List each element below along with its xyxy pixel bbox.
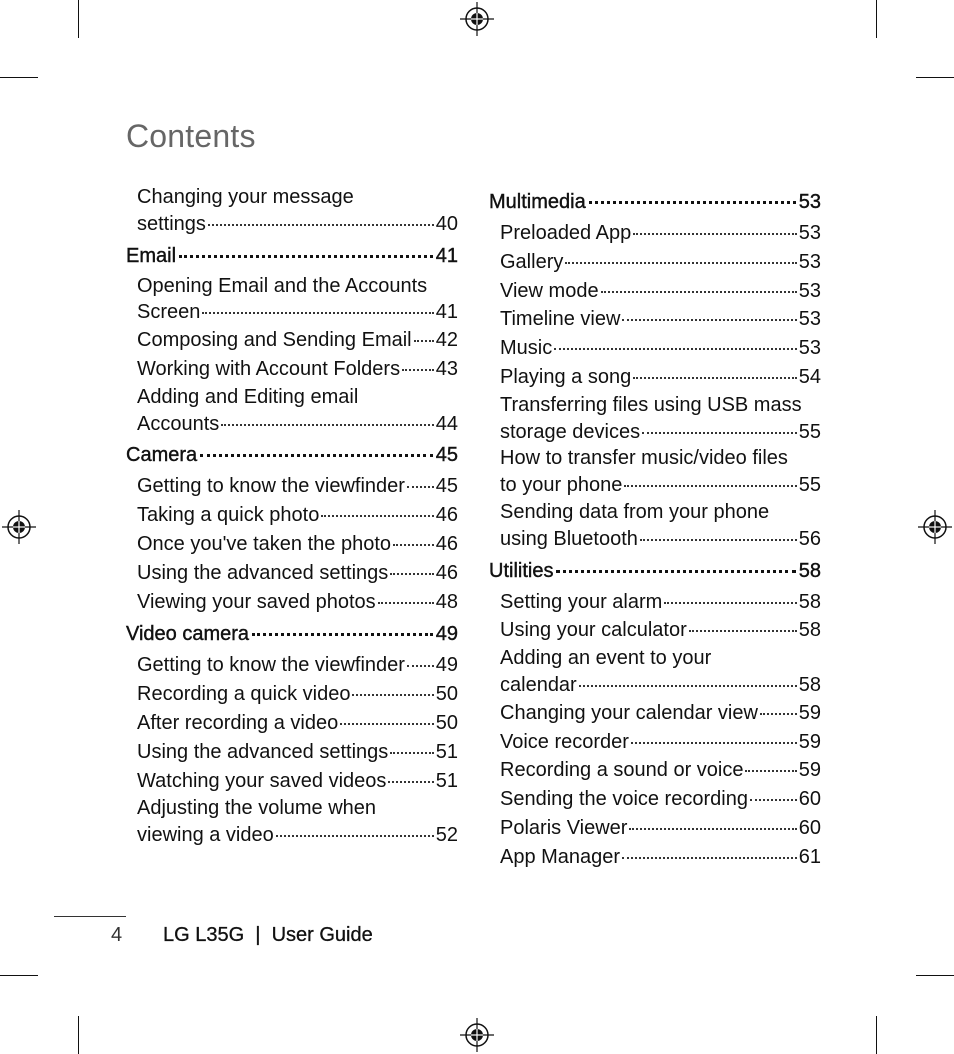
page-ref: 58	[798, 619, 821, 642]
entry-title: Working with Account Folders	[137, 357, 401, 380]
entry-title-line2: to your phone	[500, 474, 623, 497]
toc-entry[interactable]	[489, 499, 821, 553]
page-ref: 53	[798, 337, 821, 360]
toc-entry[interactable]	[489, 699, 821, 728]
page-ref: 54	[798, 365, 821, 388]
dot-leader	[642, 432, 797, 434]
page-ref: 40	[435, 212, 458, 235]
footer-rule	[54, 916, 126, 917]
section-title: Multimedia	[489, 191, 586, 213]
dot-leader	[221, 424, 433, 426]
toc-entry[interactable]	[489, 785, 821, 814]
dot-leader	[200, 454, 433, 457]
toc-entry[interactable]	[126, 651, 458, 680]
toc-entry[interactable]	[126, 709, 458, 738]
entry-title: Watching your saved videos	[137, 769, 387, 792]
toc-entry[interactable]	[489, 843, 821, 872]
entry-title: Sending the voice recording	[500, 788, 748, 811]
page-ref: 59	[798, 759, 821, 782]
dot-leader	[633, 233, 797, 235]
entry-title: Getting to know the viewfinder	[137, 654, 405, 677]
dot-leader	[340, 723, 434, 725]
page-ref: 44	[435, 412, 458, 435]
page-ref: 58	[798, 590, 821, 613]
page-ref: 59	[798, 701, 821, 724]
entry-title-line2-row	[500, 672, 821, 699]
entry-title: View mode	[500, 279, 599, 302]
dot-leader	[760, 713, 797, 715]
page-ref: 43	[435, 357, 458, 380]
crop-mark	[916, 77, 954, 78]
entry-title: Using the advanced settings	[137, 740, 389, 763]
registration-mark-icon	[2, 510, 36, 544]
toc-entry[interactable]	[126, 355, 458, 384]
dot-leader	[589, 201, 796, 204]
dot-leader	[276, 835, 434, 837]
toc-entry[interactable]	[126, 738, 458, 767]
entry-title-line2-row	[500, 419, 821, 446]
entry-title: Music	[500, 337, 553, 360]
dot-leader	[750, 799, 797, 801]
dot-leader	[601, 291, 797, 293]
entry-title-line2-row	[137, 411, 458, 438]
dot-leader	[393, 544, 434, 546]
dot-leader	[321, 515, 433, 517]
entry-title-line1: Transferring files using USB mass	[500, 393, 802, 416]
dot-leader	[664, 602, 796, 604]
entry-title: Changing your calendar view	[500, 701, 758, 724]
page-ref: 49	[435, 654, 458, 677]
page-ref: 41	[435, 244, 458, 267]
toc-entry[interactable]	[489, 305, 821, 334]
toc-entry[interactable]	[489, 588, 821, 617]
entry-title: After recording a video	[137, 711, 339, 734]
crop-mark	[876, 0, 877, 38]
dot-leader	[689, 630, 797, 632]
page-ref: 56	[798, 527, 821, 550]
toc-entry[interactable]	[489, 616, 821, 645]
page-ref: 49	[435, 623, 458, 646]
dot-leader	[633, 377, 797, 379]
entry-title: Playing a song	[500, 365, 632, 388]
entry-title: Using the advanced settings	[137, 561, 389, 584]
dot-leader	[378, 602, 434, 604]
dot-leader	[388, 781, 433, 783]
entry-title-line2: Accounts	[137, 412, 220, 435]
crop-mark	[876, 1016, 877, 1054]
toc-entry[interactable]	[126, 588, 458, 617]
entry-title: App Manager	[500, 845, 621, 868]
page-ref: 46	[435, 532, 458, 555]
entry-title: Recording a quick video	[137, 683, 351, 706]
dot-leader	[414, 340, 434, 342]
entry-title-line2: viewing a video	[137, 824, 274, 847]
entry-title-line2-row	[500, 526, 821, 553]
toc-entry[interactable]	[489, 277, 821, 306]
page-ref: 55	[798, 420, 821, 443]
entry-title-line1: Sending data from your phone	[500, 500, 770, 523]
dot-leader	[252, 633, 433, 636]
toc-entry[interactable]	[489, 392, 821, 446]
page-ref: 45	[435, 475, 458, 498]
page-ref: 60	[798, 816, 821, 839]
entry-title: Gallery	[500, 250, 564, 273]
page-ref: 59	[798, 730, 821, 753]
crop-mark	[0, 77, 38, 78]
toc-section-heading[interactable]	[126, 620, 458, 648]
entry-title: Timeline view	[500, 308, 621, 331]
page-ref: 50	[435, 683, 458, 706]
crop-mark	[916, 975, 954, 976]
toc-entry[interactable]	[489, 219, 821, 248]
toc-entry[interactable]	[489, 814, 821, 843]
toc-section-heading[interactable]	[489, 557, 821, 585]
toc-entry[interactable]	[489, 334, 821, 363]
page-ref: 53	[798, 250, 821, 273]
page-ref: 42	[435, 329, 458, 352]
entry-title-line2-row	[137, 211, 458, 238]
entry-title: Using your calculator	[500, 619, 687, 642]
entry-title-line2-row	[137, 299, 458, 326]
toc-section-heading[interactable]	[126, 441, 458, 469]
registration-mark-icon	[918, 510, 952, 544]
dot-leader	[622, 857, 797, 859]
page-ref: 46	[435, 561, 458, 584]
page-title: Contents	[126, 118, 256, 154]
toc-entry[interactable]	[126, 795, 458, 849]
section-title: Utilities	[489, 559, 554, 582]
page-ref: 55	[798, 474, 821, 497]
entry-title-line2: calendar	[500, 673, 577, 696]
entry-title-line1: Adding an event to your	[500, 647, 712, 670]
dot-leader	[745, 770, 796, 772]
registration-mark-icon	[460, 2, 494, 36]
entry-title: Setting your alarm	[500, 590, 663, 613]
entry-title: Polaris Viewer	[500, 816, 628, 839]
page-ref: 53	[798, 308, 821, 331]
page-ref: 60	[798, 788, 821, 811]
toc-entry[interactable]	[126, 680, 458, 709]
page-ref: 45	[435, 444, 458, 467]
entry-title-line1: Adjusting the volume when	[137, 797, 377, 820]
section-title: Video camera	[126, 623, 250, 646]
dot-leader	[407, 486, 434, 488]
toc-entry[interactable]	[126, 472, 458, 501]
dot-leader	[390, 573, 433, 575]
dot-leader	[629, 828, 796, 830]
entry-title-line1: Adding and Editing email	[137, 385, 359, 408]
page-ref: 41	[435, 301, 458, 324]
page-ref: 46	[435, 504, 458, 527]
page-ref: 51	[435, 769, 458, 792]
entry-title-line2-row	[137, 822, 458, 849]
page-number: 4	[111, 924, 123, 946]
page-ref: 52	[435, 824, 458, 847]
dot-leader	[390, 752, 433, 754]
toc-section-heading[interactable]	[126, 242, 458, 270]
dot-leader	[624, 485, 796, 487]
entry-title-line2: using Bluetooth	[500, 527, 638, 550]
toc-entry[interactable]	[126, 384, 458, 438]
crop-mark	[78, 0, 79, 38]
dot-leader	[554, 348, 797, 350]
toc-entry[interactable]	[126, 559, 458, 588]
toc-entry[interactable]	[126, 273, 458, 327]
crop-mark	[78, 1016, 79, 1054]
dot-leader	[622, 319, 796, 321]
toc-entry[interactable]	[489, 645, 821, 699]
entry-title: Composing and Sending Email	[137, 329, 412, 352]
toc-entry[interactable]	[489, 756, 821, 785]
entry-title-line2-row	[500, 472, 821, 499]
entry-title-line1: Opening Email and the Accounts	[137, 274, 428, 297]
toc-entry[interactable]	[126, 501, 458, 530]
page-ref: 53	[798, 279, 821, 302]
entry-title: Voice recorder	[500, 730, 629, 753]
page-ref: 50	[435, 711, 458, 734]
registration-mark-icon	[460, 1018, 494, 1052]
page-ref: 61	[798, 845, 821, 868]
entry-title-line2: Screen	[137, 301, 201, 324]
page-ref: 48	[435, 590, 458, 613]
dot-leader	[208, 224, 434, 226]
dot-leader	[352, 694, 433, 696]
entry-title: Viewing your saved photos	[137, 590, 376, 613]
toc-section-heading[interactable]	[489, 188, 821, 216]
toc-entry[interactable]	[489, 363, 821, 392]
section-title: Camera	[126, 444, 198, 467]
toc-entry[interactable]	[489, 445, 821, 499]
toc-entry[interactable]	[126, 767, 458, 796]
dot-leader	[556, 570, 795, 573]
entry-title-line2: storage devices	[500, 420, 641, 443]
crop-mark	[0, 975, 38, 976]
toc-entry[interactable]	[126, 184, 458, 238]
dot-leader	[640, 539, 797, 541]
page-ref: 51	[435, 740, 458, 763]
dot-leader	[202, 312, 433, 314]
toc-entry[interactable]	[489, 248, 821, 277]
dot-leader	[631, 742, 797, 744]
toc-entry[interactable]	[126, 530, 458, 559]
entry-title: Recording a sound or voice	[500, 759, 744, 782]
page-ref: 58	[798, 559, 821, 582]
document-name: LG L35G | User Guide	[163, 924, 373, 946]
entry-title-line1: How to transfer music/video files	[500, 447, 788, 470]
toc-right-column	[489, 184, 821, 872]
page-ref: 58	[798, 673, 821, 696]
dot-leader	[579, 685, 797, 687]
entry-title: Taking a quick photo	[137, 504, 320, 527]
entry-title: Once you've taken the photo	[137, 532, 391, 555]
section-title: Email	[126, 244, 177, 267]
entry-title: Getting to know the viewfinder	[137, 475, 405, 498]
page-ref: 53	[798, 222, 821, 244]
entry-title: Preloaded App	[500, 222, 632, 244]
dot-leader	[179, 255, 433, 258]
dot-leader	[402, 369, 434, 371]
toc-left-column	[126, 184, 458, 849]
toc-entry[interactable]	[126, 326, 458, 355]
dot-leader	[565, 262, 796, 264]
entry-title-line1: Changing your message	[137, 186, 354, 208]
entry-title-line2: settings	[137, 212, 206, 235]
toc-entry[interactable]	[489, 728, 821, 757]
dot-leader	[407, 665, 434, 667]
page-ref: 53	[798, 191, 821, 213]
